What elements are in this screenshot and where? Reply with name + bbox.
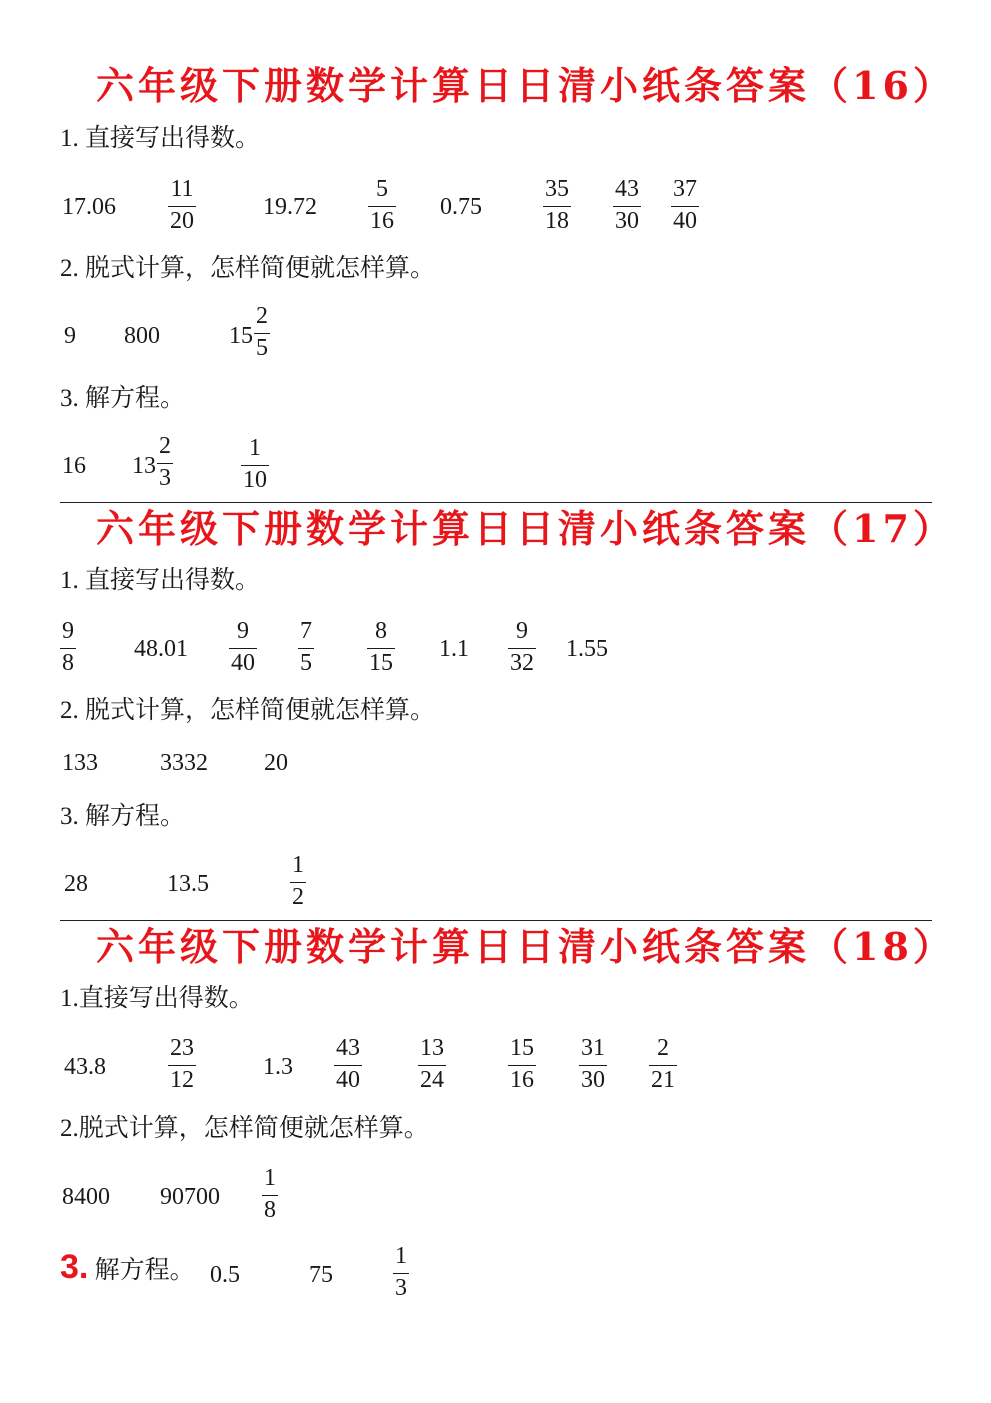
s18-q3-label: 解方程。 [94,1257,195,1284]
denominator: 8 [62,650,74,676]
denominator: 40 [336,1067,360,1093]
numerator: 9 [516,618,528,644]
s16-q2-answer-2: 800 [124,323,160,349]
numerator: 7 [300,618,312,644]
s18-q2-answer-2: 90700 [160,1184,220,1210]
section-16-title: 六年级下册数学计算日日清小纸条答案（16） [96,63,955,108]
denominator: 16 [370,208,394,234]
denominator: 3 [395,1275,407,1301]
s18-q1-answer-5 [418,1034,446,1094]
numerator: 43 [615,176,639,202]
section-divider [60,502,932,503]
denominator: 30 [615,208,639,234]
s18-q3-answer-3 [393,1242,409,1302]
denominator: 16 [510,1067,534,1093]
s17-q3-heading: 3. 解方程。 [60,803,186,830]
s18-q3-answer-2: 75 [309,1262,333,1288]
s18-q2-heading: 2.脱式计算，怎样简便就怎样算。 [60,1115,429,1142]
numerator: 8 [375,618,387,644]
denominator: 10 [243,467,267,493]
numerator: 2 [657,1035,669,1061]
numerator: 23 [170,1035,194,1061]
numerator: 2 [159,433,171,459]
fraction-part [157,432,173,492]
s17-q1-answer-1 [60,617,76,677]
s17-q1-answer-2: 48.01 [134,636,188,662]
s16-q3-answer-1: 16 [62,453,86,479]
s18-q3-number: 3. [60,1248,89,1286]
denominator: 2 [292,884,304,910]
s16-q1-answer-7 [613,175,641,235]
numerator: 2 [256,303,268,329]
s16-q1-answer-5: 0.75 [440,194,482,220]
s18-q3-answer-1: 0.5 [210,1262,240,1288]
denominator: 3 [159,465,171,491]
numerator: 43 [336,1035,360,1061]
denominator: 20 [170,208,194,234]
s17-q3-answer-3 [290,851,306,911]
s16-q1-answer-1: 17.06 [62,194,116,220]
section-17-title: 六年级下册数学计算日日清小纸条答案（17） [96,506,955,551]
s17-q1-answer-6: 1.1 [439,636,469,662]
s17-q3-answer-1: 28 [64,871,88,897]
denominator: 5 [256,335,268,361]
s18-q3-heading [60,1248,195,1286]
s16-q1-answer-2 [168,175,196,235]
s17-q2-answer-3: 20 [264,750,288,776]
numerator: 1 [292,852,304,878]
s18-q1-answer-2 [168,1034,196,1094]
s16-q3-answer-3 [241,434,269,494]
s18-q2-answer-3 [262,1164,278,1224]
numerator: 1 [249,435,261,461]
s16-q1-answer-3: 19.72 [263,194,317,220]
s18-q1-answer-8 [649,1034,677,1094]
numerator: 35 [545,176,569,202]
numerator: 1 [395,1243,407,1269]
numerator: 11 [170,176,194,202]
s16-q1-answer-6 [543,175,571,235]
s16-q1-answer-4 [368,175,396,235]
whole-part: 15 [229,323,253,349]
numerator: 9 [237,618,249,644]
denominator: 32 [510,650,534,676]
s17-q1-heading: 1. 直接写出得数。 [60,567,261,594]
denominator: 18 [545,208,569,234]
s18-q2-answer-1: 8400 [62,1184,110,1210]
s16-q2-answer-1: 9 [64,323,76,349]
fraction-part [254,302,270,362]
numerator: 1 [264,1165,276,1191]
s17-q1-answer-8: 1.55 [566,636,608,662]
s17-q1-answer-5 [367,617,395,677]
denominator: 24 [420,1067,444,1093]
s17-q1-answer-3 [229,617,257,677]
numerator: 15 [510,1035,534,1061]
s17-q1-answer-7 [508,617,536,677]
s18-q1-answer-6 [508,1034,536,1094]
denominator: 21 [651,1067,675,1093]
section-18-title: 六年级下册数学计算日日清小纸条答案（18） [96,924,955,969]
s17-q3-answer-2: 13.5 [167,871,209,897]
denominator: 40 [231,650,255,676]
s16-q1-heading: 1. 直接写出得数。 [60,125,261,152]
section-divider [60,920,932,921]
s18-q1-answer-3: 1.3 [263,1054,293,1080]
numerator: 37 [673,176,697,202]
denominator: 15 [369,650,393,676]
numerator: 5 [376,176,388,202]
s17-q2-heading: 2. 脱式计算，怎样简便就怎样算。 [60,697,436,724]
denominator: 12 [170,1067,194,1093]
s18-q1-answer-4 [334,1034,362,1094]
denominator: 30 [581,1067,605,1093]
s16-q2-heading: 2. 脱式计算，怎样简便就怎样算。 [60,255,436,282]
s18-q1-answer-1: 43.8 [64,1054,106,1080]
whole-part: 13 [132,453,156,479]
s17-q1-answer-4 [298,617,314,677]
s16-q3-heading: 3. 解方程。 [60,385,186,412]
numerator: 31 [581,1035,605,1061]
s17-q2-answer-2: 3332 [160,750,208,776]
s17-q2-answer-1: 133 [62,750,98,776]
denominator: 8 [264,1197,276,1223]
s16-q1-answer-8 [671,175,699,235]
s18-q1-answer-7 [579,1034,607,1094]
denominator: 40 [673,208,697,234]
denominator: 5 [300,650,312,676]
numerator: 13 [420,1035,444,1061]
s18-q1-heading: 1.直接写出得数。 [60,985,254,1012]
numerator: 9 [62,618,74,644]
